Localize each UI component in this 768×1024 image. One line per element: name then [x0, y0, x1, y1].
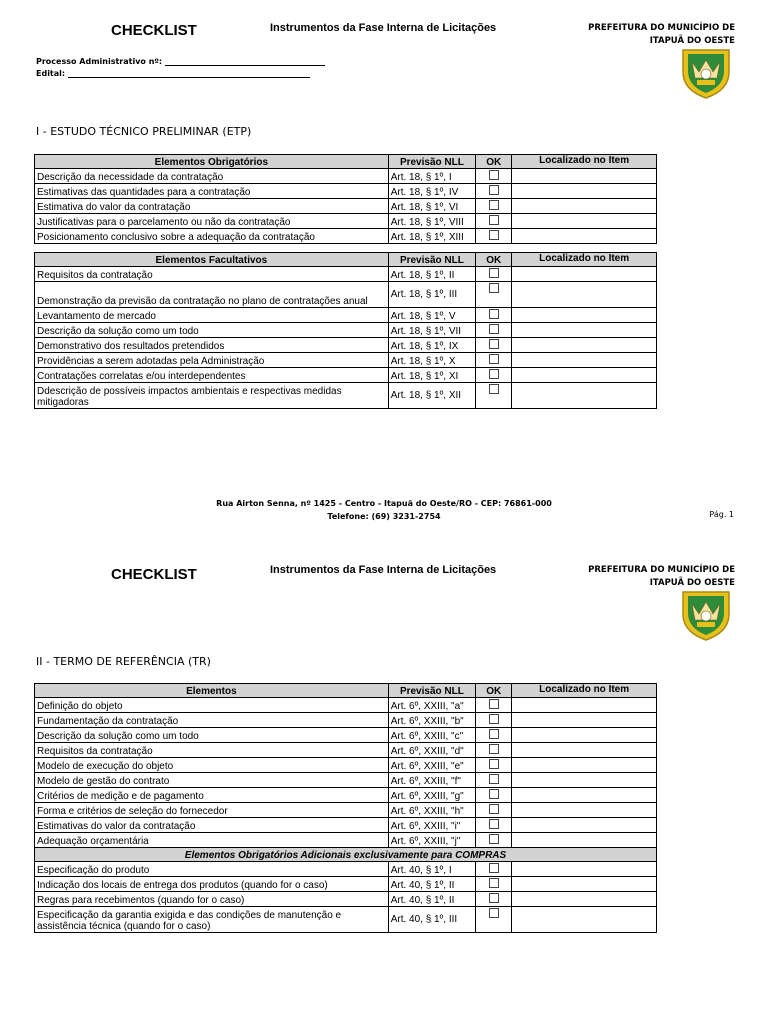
localizado-cell[interactable]: [512, 214, 657, 229]
localizado-cell[interactable]: [512, 758, 657, 773]
previsao-ref: Art. 18, § 1º, II: [388, 267, 475, 282]
element-label: Demonstrativo dos resultados pretendidos: [35, 338, 389, 353]
col-header-ok: OK: [476, 684, 512, 698]
table-row: [35, 713, 657, 728]
element-label: Critérios de medição e de pagamento: [35, 788, 389, 803]
col-header-previsao: Previsão NLL: [388, 155, 475, 169]
ok-checkbox[interactable]: [489, 339, 499, 349]
table-row: [35, 788, 657, 803]
tr-elementos-table: [34, 683, 657, 933]
element-label: Contratações correlatas e/ou interdependentes: [35, 368, 389, 383]
edital-line: [36, 68, 310, 78]
element-label: Estimativa do valor da contratação: [35, 199, 389, 214]
col-header-localizado: Localizado no Item: [512, 155, 657, 169]
table-row: [35, 803, 657, 818]
element-label: Posicionamento conclusivo sobre a adequação da contratação: [35, 229, 389, 244]
ok-checkbox[interactable]: [489, 863, 499, 873]
element-label: Descrição da solução como um todo: [35, 323, 389, 338]
localizado-cell[interactable]: [512, 368, 657, 383]
previsao-ref: Art. 40, § 1º, III: [388, 906, 475, 932]
ok-checkbox[interactable]: [489, 699, 499, 709]
previsao-ref: Art. 18, § 1º, XII: [388, 383, 475, 409]
element-label: Ddescrição de possíveis impactos ambientais e respectivas medidas mitigadoras: [35, 383, 389, 409]
ok-cell: [476, 861, 512, 876]
ok-cell: [476, 353, 512, 368]
previsao-ref: Art. 18, § 1º, VII: [388, 323, 475, 338]
ok-cell: [476, 267, 512, 282]
previsao-ref: Art. 6º, XXIII, "h": [388, 803, 475, 818]
ok-checkbox[interactable]: [489, 729, 499, 739]
ok-cell: [476, 758, 512, 773]
col-header-obrigatorios: Elementos Obrigatórios: [35, 155, 389, 169]
col-header-previsao: Previsão NLL: [388, 684, 475, 698]
localizado-cell[interactable]: [512, 323, 657, 338]
table-row: [35, 282, 657, 308]
localizado-cell[interactable]: [512, 861, 657, 876]
ok-checkbox[interactable]: [489, 819, 499, 829]
table-row: [35, 891, 657, 906]
ok-checkbox[interactable]: [489, 185, 499, 195]
ok-checkbox[interactable]: [489, 878, 499, 888]
previsao-ref: Art. 6º, XXIII, "e": [388, 758, 475, 773]
ok-checkbox[interactable]: [489, 714, 499, 724]
ok-cell: [476, 788, 512, 803]
localizado-cell[interactable]: [512, 169, 657, 184]
previsao-ref: Art. 6º, XXIII, "j": [388, 833, 475, 848]
previsao-ref: Art. 18, § 1º, IV: [388, 184, 475, 199]
ok-cell: [476, 803, 512, 818]
table-row: [35, 906, 657, 932]
table-row: [35, 743, 657, 758]
element-label: Fundamentação da contratação: [35, 713, 389, 728]
localizado-cell[interactable]: [512, 891, 657, 906]
localizado-cell[interactable]: [512, 728, 657, 743]
table-row: [35, 818, 657, 833]
element-label: Estimativas das quantidades para a contratação: [35, 184, 389, 199]
table-row: [35, 833, 657, 848]
ok-cell: [476, 323, 512, 338]
ok-checkbox[interactable]: [489, 744, 499, 754]
ok-checkbox[interactable]: [489, 759, 499, 769]
footer-phone: Telefone: (69) 3231-2754: [327, 512, 441, 521]
ok-checkbox[interactable]: [489, 324, 499, 334]
localizado-cell[interactable]: [512, 308, 657, 323]
prefeitura-line-1: PREFEITURA DO MUNICÍPIO DE: [588, 23, 735, 33]
previsao-ref: Art. 40, § 1º, II: [388, 891, 475, 906]
ok-cell: [476, 743, 512, 758]
col-header-ok: OK: [476, 155, 512, 169]
ok-cell: [476, 383, 512, 409]
localizado-cell[interactable]: [512, 229, 657, 244]
element-label: Requisitos da contratação: [35, 267, 389, 282]
table-row: [35, 214, 657, 229]
ok-cell: [476, 876, 512, 891]
previsao-ref: Art. 40, § 1º, II: [388, 876, 475, 891]
element-label: Demonstração da previsão da contratação no plano de contratações anual: [35, 282, 389, 308]
document-subtitle: Instrumentos da Fase Interna de Licitações: [270, 564, 497, 576]
ok-cell: [476, 698, 512, 713]
ok-cell: [476, 169, 512, 184]
previsao-ref: Art. 18, § 1º, VIII: [388, 214, 475, 229]
ok-checkbox[interactable]: [489, 215, 499, 225]
col-header-localizado: Localizado no Item: [512, 253, 657, 267]
table-row: [35, 267, 657, 282]
ok-cell: [476, 891, 512, 906]
ok-cell: [476, 199, 512, 214]
table-row: [35, 308, 657, 323]
compras-subheader-row: [35, 848, 657, 862]
previsao-ref: Art. 18, § 1º, VI: [388, 199, 475, 214]
localizado-cell[interactable]: [512, 698, 657, 713]
table-row: [35, 229, 657, 244]
checklist-title: CHECKLIST: [111, 566, 197, 583]
ok-cell: [476, 833, 512, 848]
col-header-previsao: Previsão NLL: [388, 253, 475, 267]
localizado-cell[interactable]: [512, 338, 657, 353]
element-label: Levantamento de mercado: [35, 308, 389, 323]
previsao-ref: Art. 18, § 1º, XIII: [388, 229, 475, 244]
tr-section-title: II - TERMO DE REFERÊNCIA (TR): [36, 655, 211, 668]
ok-checkbox[interactable]: [489, 789, 499, 799]
prefeitura-name: [565, 22, 735, 48]
table-row: [35, 338, 657, 353]
localizado-cell[interactable]: [512, 282, 657, 308]
previsao-ref: Art. 6º, XXIII, "f": [388, 773, 475, 788]
ok-checkbox[interactable]: [489, 283, 499, 293]
element-label: Especificação do produto: [35, 861, 389, 876]
localizado-cell[interactable]: [512, 803, 657, 818]
ok-checkbox[interactable]: [489, 309, 499, 319]
ok-cell: [476, 368, 512, 383]
table-row: [35, 758, 657, 773]
col-header-localizado: Localizado no Item: [512, 684, 657, 698]
localizado-cell[interactable]: [512, 267, 657, 282]
table-row: [35, 199, 657, 214]
table-row: [35, 353, 657, 368]
edital-input-line[interactable]: [68, 68, 310, 78]
element-label: Modelo de execução do objeto: [35, 758, 389, 773]
previsao-ref: Art. 18, § 1º, V: [388, 308, 475, 323]
ok-checkbox[interactable]: [489, 268, 499, 278]
municipal-crest-icon: [677, 48, 735, 100]
element-label: Modelo de gestão do contrato: [35, 773, 389, 788]
page-number: Pág. 1: [709, 510, 734, 519]
etp-section-title: I - ESTUDO TÉCNICO PRELIMINAR (ETP): [36, 125, 252, 138]
ok-cell: [476, 229, 512, 244]
ok-checkbox[interactable]: [489, 384, 499, 394]
element-label: Requisitos da contratação: [35, 743, 389, 758]
checklist-title: CHECKLIST: [111, 22, 197, 39]
ok-checkbox[interactable]: [489, 230, 499, 240]
ok-cell: [476, 906, 512, 932]
document-subtitle: Instrumentos da Fase Interna de Licitações: [270, 22, 497, 34]
etp-obrigatorios-table: [34, 154, 657, 244]
previsao-ref: Art. 6º, XXIII, "i": [388, 818, 475, 833]
element-label: Justificativas para o parcelamento ou não da contratação: [35, 214, 389, 229]
prefeitura-line-2: ITAPUÃ DO OESTE: [649, 36, 735, 46]
processo-line: [36, 56, 325, 66]
processo-label: Processo Administrativo nº:: [36, 57, 163, 66]
element-label: Regras para recebimentos (quando for o caso): [35, 891, 389, 906]
previsao-ref: Art. 18, § 1º, XI: [388, 368, 475, 383]
element-label: Adequação orçamentária: [35, 833, 389, 848]
ok-cell: [476, 214, 512, 229]
ok-cell: [476, 184, 512, 199]
previsao-ref: Art. 18, § 1º, III: [388, 282, 475, 308]
etp-facultativos-table: [34, 252, 657, 409]
municipal-crest-icon: [677, 590, 735, 642]
element-label: Providências a serem adotadas pela Administração: [35, 353, 389, 368]
ok-cell: [476, 282, 512, 308]
ok-cell: [476, 338, 512, 353]
document-page-2: [0, 530, 768, 1024]
prefeitura-name: [565, 564, 735, 590]
localizado-cell[interactable]: [512, 833, 657, 848]
element-label: Especificação da garantia exigida e das condições de manutenção e assistência técnica (quando for o caso): [35, 906, 389, 932]
previsao-ref: Art. 18, § 1º, X: [388, 353, 475, 368]
table-row: [35, 876, 657, 891]
ok-cell: [476, 713, 512, 728]
element-label: Estimativas do valor da contratação: [35, 818, 389, 833]
prefeitura-line-1: PREFEITURA DO MUNICÍPIO DE: [588, 565, 735, 575]
previsao-ref: Art. 18, § 1º, I: [388, 169, 475, 184]
ok-checkbox[interactable]: [489, 774, 499, 784]
table-row: [35, 169, 657, 184]
localizado-cell[interactable]: [512, 906, 657, 932]
localizado-cell[interactable]: [512, 713, 657, 728]
prefeitura-line-2: ITAPUÃ DO OESTE: [649, 578, 735, 588]
ok-checkbox[interactable]: [489, 908, 499, 918]
footer-address: Rua Airton Senna, nº 1425 - Centro - Itapuã do Oeste/RO - CEP: 76861-000: [216, 499, 552, 508]
ok-checkbox[interactable]: [489, 354, 499, 364]
processo-input-line[interactable]: [165, 56, 325, 66]
localizado-cell[interactable]: [512, 199, 657, 214]
col-header-elementos: Elementos: [35, 684, 389, 698]
previsao-ref: Art. 18, § 1º, IX: [388, 338, 475, 353]
table-row: [35, 861, 657, 876]
localizado-cell[interactable]: [512, 743, 657, 758]
ok-checkbox[interactable]: [489, 200, 499, 210]
ok-checkbox[interactable]: [489, 170, 499, 180]
previsao-ref: Art. 6º, XXIII, "b": [388, 713, 475, 728]
localizado-cell[interactable]: [512, 773, 657, 788]
ok-checkbox[interactable]: [489, 369, 499, 379]
localizado-cell[interactable]: [512, 818, 657, 833]
previsao-ref: Art. 6º, XXIII, "a": [388, 698, 475, 713]
edital-label: Edital:: [36, 69, 66, 78]
ok-cell: [476, 308, 512, 323]
localizado-cell[interactable]: [512, 353, 657, 368]
ok-checkbox[interactable]: [489, 804, 499, 814]
element-label: Indicação dos locais de entrega dos produtos (quando for o caso): [35, 876, 389, 891]
table-row: [35, 383, 657, 409]
element-label: Descrição da solução como um todo: [35, 728, 389, 743]
table-row: [35, 184, 657, 199]
localizado-cell[interactable]: [512, 876, 657, 891]
localizado-cell[interactable]: [512, 383, 657, 409]
localizado-cell[interactable]: [512, 788, 657, 803]
localizado-cell[interactable]: [512, 184, 657, 199]
element-label: Descrição da necessidade da contratação: [35, 169, 389, 184]
table-row: [35, 698, 657, 713]
col-header-ok: OK: [476, 253, 512, 267]
previsao-ref: Art. 6º, XXIII, "g": [388, 788, 475, 803]
ok-cell: [476, 728, 512, 743]
element-label: Definição do objeto: [35, 698, 389, 713]
ok-cell: [476, 773, 512, 788]
ok-checkbox[interactable]: [489, 834, 499, 844]
ok-cell: [476, 818, 512, 833]
previsao-ref: Art. 6º, XXIII, "d": [388, 743, 475, 758]
compras-subheader: Elementos Obrigatórios Adicionais exclusivamente para COMPRAS: [35, 848, 657, 862]
table-row: [35, 323, 657, 338]
table-row: [35, 368, 657, 383]
page-footer: [0, 497, 768, 523]
element-label: Forma e critérios de seleção do fornecedor: [35, 803, 389, 818]
col-header-facultativos: Elementos Facultativos: [35, 253, 389, 267]
previsao-ref: Art. 40, § 1º, I: [388, 861, 475, 876]
table-row: [35, 728, 657, 743]
ok-checkbox[interactable]: [489, 893, 499, 903]
previsao-ref: Art. 6º, XXIII, "c": [388, 728, 475, 743]
table-row: [35, 773, 657, 788]
